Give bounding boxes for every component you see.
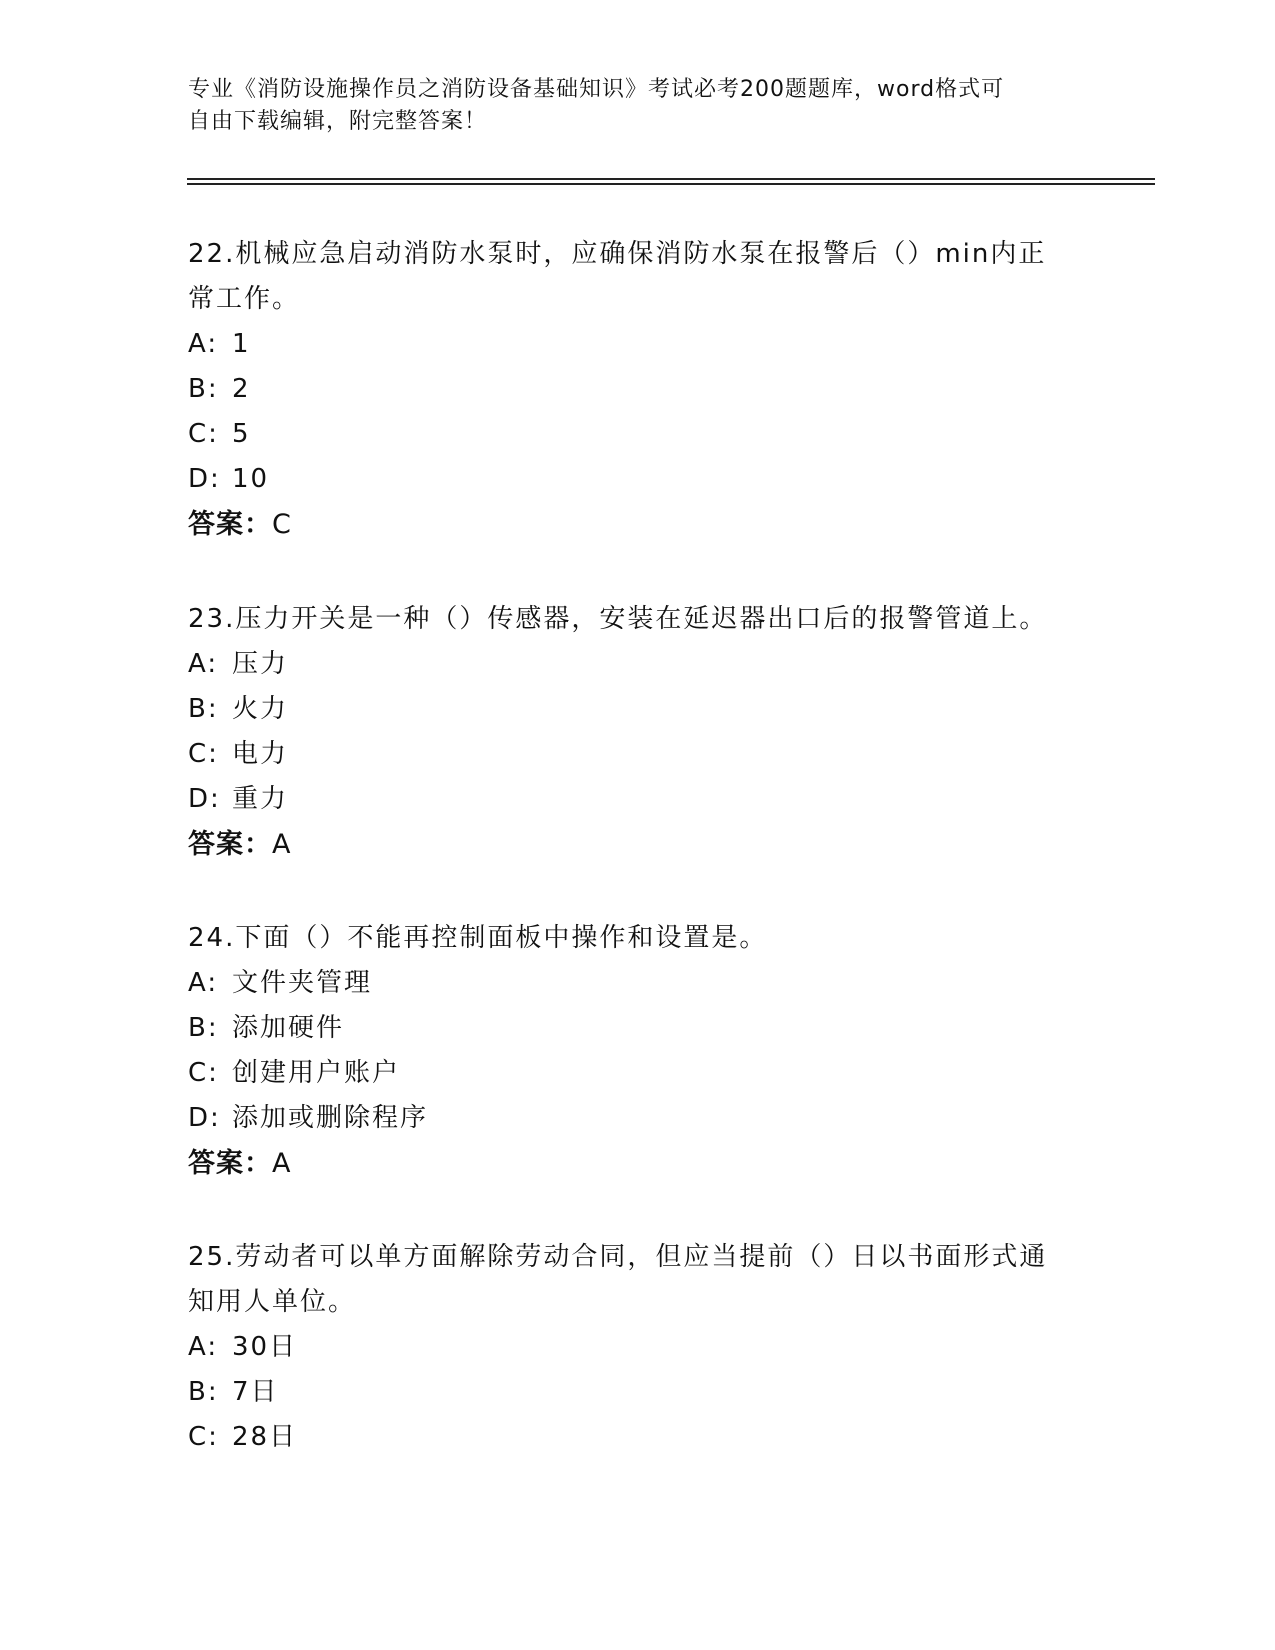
option-letter: D: [188,1103,221,1133]
option-c [188,1051,1088,1096]
option-text: 28日 [232,1422,298,1452]
option-text: 火力 [232,694,289,724]
header-divider-bottom [187,183,1155,185]
answer-line [188,1141,1088,1187]
option-letter: B: [188,1377,219,1407]
option-letter: B: [188,1013,219,1043]
answer-line [188,822,1088,868]
question-stem-line: 知用人单位。 [188,1287,357,1317]
option-a [188,322,1088,367]
option-letter: D: [188,784,221,814]
question-24 [188,916,1088,1187]
option-d [188,457,1088,502]
answer-label: 答案： [188,1148,272,1179]
question-stem-line: 常工作。 [188,284,301,314]
question-stem [188,597,1088,642]
answer-value: A [272,829,292,860]
header-line-2: 自由下载编辑，附完整答案！ [188,109,488,134]
option-c [188,1415,1088,1460]
option-letter: C: [188,739,219,769]
option-b [188,1006,1088,1051]
option-text: 创建用户账户 [232,1058,401,1088]
option-text: 10 [232,464,270,494]
option-b [188,687,1088,732]
option-b [188,1370,1088,1415]
question-22 [188,232,1088,548]
question-stem [188,916,1088,961]
question-25 [188,1235,1088,1460]
question-23 [188,597,1088,868]
answer-value: A [272,1148,292,1179]
option-b [188,367,1088,412]
option-a [188,961,1088,1006]
option-text: 压力 [232,649,289,679]
option-letter: A: [188,329,219,359]
option-c [188,732,1088,777]
option-d [188,777,1088,822]
option-text: 7日 [232,1377,279,1407]
option-a [188,642,1088,687]
question-stem-line: 22.机械应急启动消防水泵时，应确保消防水泵在报警后（）min内正 [188,239,1047,269]
answer-label: 答案： [188,829,272,860]
option-text: 添加硬件 [232,1013,345,1043]
option-text: 文件夹管理 [232,968,373,998]
option-letter: B: [188,374,219,404]
question-stem [188,1235,1088,1325]
option-letter: A: [188,649,219,679]
option-text: 30日 [232,1332,298,1362]
question-stem-line: 25.劳动者可以单方面解除劳动合同，但应当提前（）日以书面形式通 [188,1242,1048,1272]
option-text: 电力 [232,739,289,769]
option-c [188,412,1088,457]
option-letter: D: [188,464,221,494]
answer-line [188,502,1088,548]
option-letter: A: [188,968,219,998]
option-text: 添加或删除程序 [232,1103,429,1133]
document-header [188,74,1088,138]
question-stem-line: 24.下面（）不能再控制面板中操作和设置是。 [188,923,768,953]
option-letter: C: [188,419,219,449]
header-line-1: 专业《消防设施操作员之消防设备基础知识》考试必考200题题库，word格式可 [188,77,1005,102]
question-stem-line: 23.压力开关是一种（）传感器，安装在延迟器出口后的报警管道上。 [188,604,1048,634]
option-text: 5 [232,419,251,449]
option-letter: C: [188,1422,219,1452]
option-text: 2 [232,374,251,404]
answer-label: 答案： [188,509,272,540]
option-text: 1 [232,329,251,359]
option-a [188,1325,1088,1370]
option-letter: C: [188,1058,219,1088]
option-text: 重力 [232,784,289,814]
answer-value: C [272,509,292,540]
option-letter: B: [188,694,219,724]
header-divider-top [187,178,1155,180]
question-stem [188,232,1088,322]
option-letter: A: [188,1332,219,1362]
option-d [188,1096,1088,1141]
